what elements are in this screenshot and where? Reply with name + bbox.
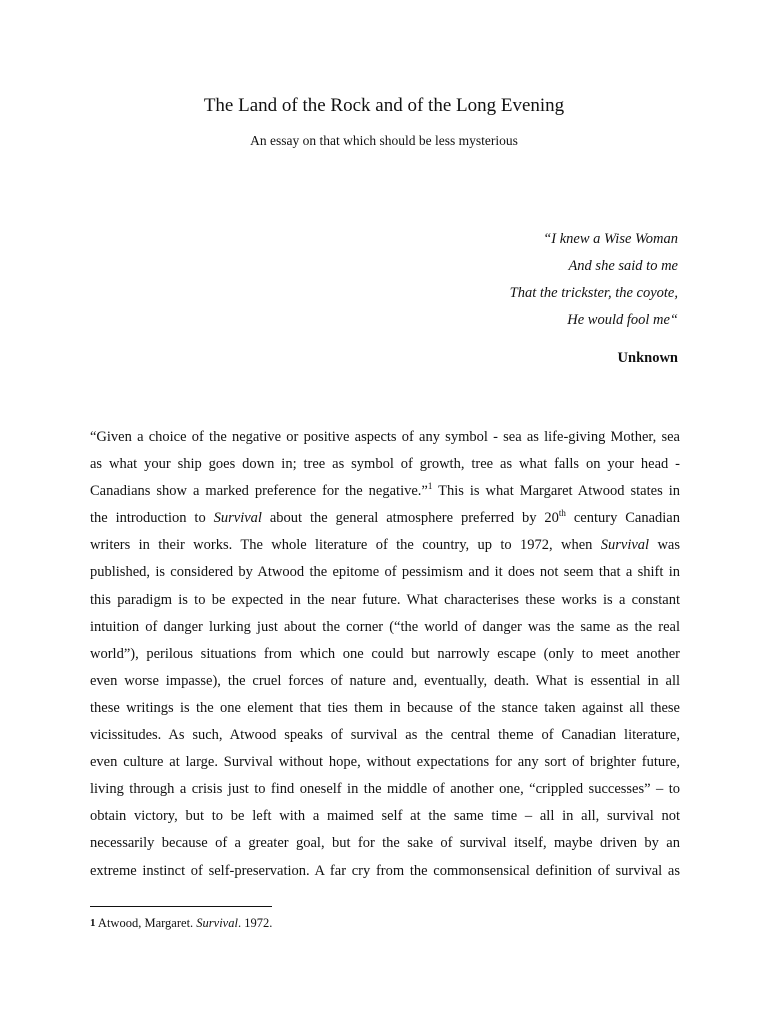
body-line: published, is considered by Atwood the epitome of pessimism and it does not seem that a shift in [90, 564, 680, 581]
book-title: Survival [600, 537, 650, 554]
body-line: intuition of danger lurking just about the corner (“the world of danger was the same as the real [90, 618, 680, 635]
footnote: 1 Atwood, Margaret. Survival. 1972. [90, 916, 273, 930]
body-line: necessarily because of a greater goal, but for the sake of survival itself, maybe driven by an [90, 835, 680, 852]
footnote-number: 1 [90, 917, 96, 929]
book-title: Survival [213, 510, 262, 527]
epigraph-attribution: Unknown [617, 350, 678, 366]
body-line: Canadians show a marked preference for the negative.”$^1$ This is what Margaret Atwood states in [90, 481, 680, 500]
page-title: The Land of the Rock and of the Long Evening [203, 95, 565, 116]
body-paragraph [90, 424, 680, 885]
epigraph-line: He would fool me“ [567, 312, 678, 328]
epigraph-line: “I knew a Wise Woman [543, 231, 678, 247]
body-line: writers in their works. The whole literature of the country, up to 1972, when Survival was [90, 537, 680, 554]
body-line: this paradigm is to be expected in the near future. What characterises these works is a constant [90, 591, 680, 608]
body-line: even worse impasse), the cruel forces of nature and, eventually, death. What is essential in all [90, 672, 680, 689]
epigraph-line: And she said to me [568, 258, 678, 274]
epigraph-line: That the trickster, the coyote, [509, 285, 678, 301]
body-line: these writings is the one element that ties them in because of the stance taken against all these [90, 699, 680, 716]
body-line: obtain victory, but to be left with a maimed self at the same time – all in all, survival not [90, 808, 680, 825]
body-line: vicissitudes. As such, Atwood speaks of survival as the central theme of Canadian literature, [90, 727, 680, 744]
body-line: even culture at large. Survival without hope, without expectations for any sort of brighter future, [90, 754, 680, 771]
body-line: living through a crisis just to find oneself in the middle of another one, “crippled successes” – to [90, 781, 680, 798]
body-line: the introduction to Survival about the general atmosphere preferred by 20th century Canadian [90, 508, 680, 527]
body-line: world”), perilous situations from which one could but narrowly escape (only to meet another [90, 645, 680, 662]
page-subtitle: An essay on that which should be less mysterious [250, 133, 518, 148]
body-line: extreme instinct of self-preservation. A far cry from the commonsensical definition of survival as [90, 862, 680, 879]
body-line: “Given a choice of the negative or positive aspects of any symbol - sea as life-giving Mother, sea [90, 429, 680, 445]
body-line: as what your ship goes down in; tree as symbol of growth, tree as what falls on your head - [90, 456, 680, 473]
footnote-reference[interactable]: 1 [427, 481, 433, 492]
footnote-divider [90, 906, 272, 907]
epigraph [278, 226, 678, 334]
footnote-work-title: Survival [196, 916, 238, 930]
